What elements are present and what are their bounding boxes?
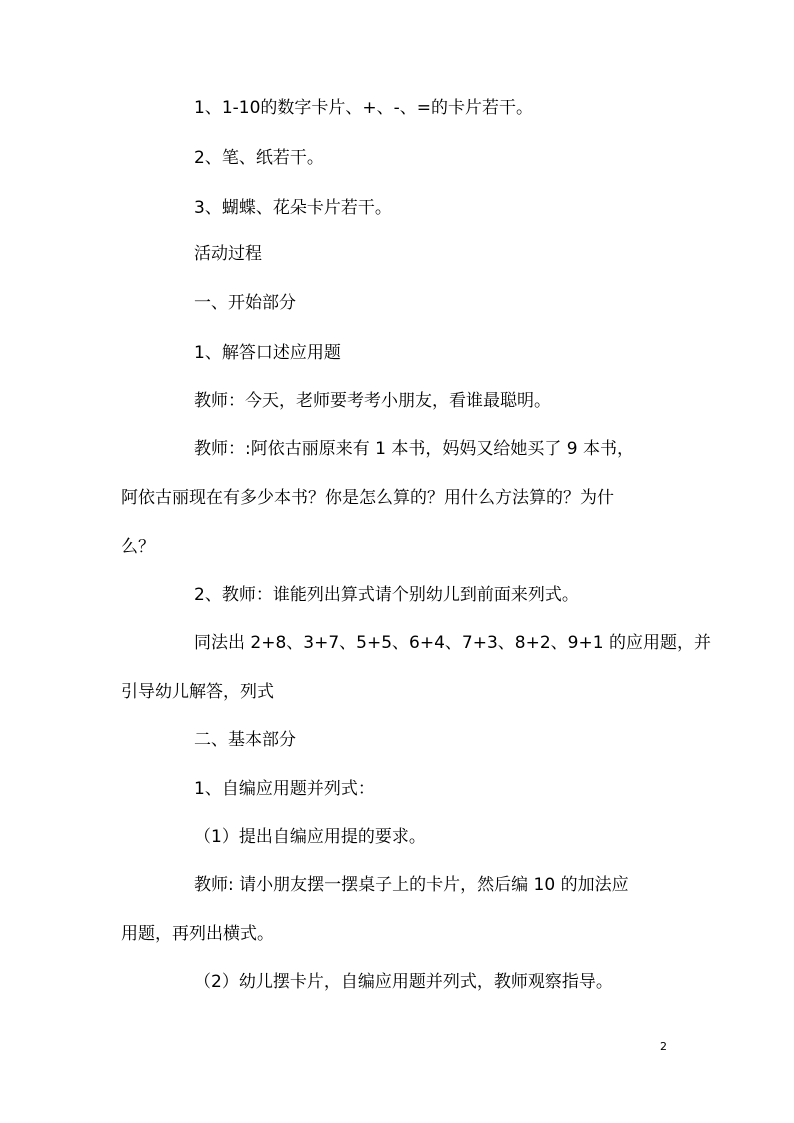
document-page: 1、1-10的数字卡片、+、-、=的卡片若干。 2、笔、纸若干。 3、蝴蝶、花朵卡片若干。 活动过程 一、开始部分 1、解答口述应用题 教师：今天，老师要考考小朋友，看谁最聪明。 教师：:阿依古丽原来有 1 本书，妈妈又给她买了 9 本书， 阿依古丽现在有多少本书？你是怎么算的？用什么方法算的？为什 么？ 2、教师：谁能列出算式请个别幼儿到前面来列式。 同法出 2+8、3+7、5+5、6+4、7+3、8+2、9+1 的应用题，并 引导幼儿解答，列式 二、基本部分 1、自编应用题并列式： （1）提出自编应用提的要求。 教师: 请小朋友摆一摆桌子上的卡片，然后编 10 的加法应 用题，再列出横式。 （2）幼儿摆卡片，自编应用题并列式，教师观察指导。 2 — [121, 98, 711, 1053]
page-number: 2 — [660, 1040, 667, 1053]
